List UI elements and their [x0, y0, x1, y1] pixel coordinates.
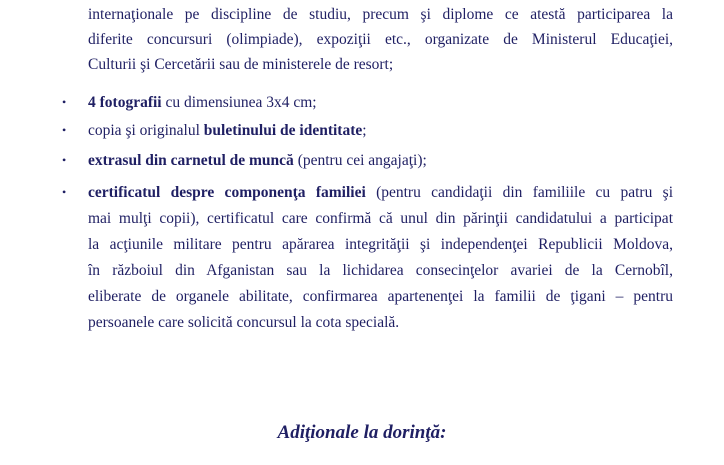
- bullet-icon: •: [62, 153, 67, 167]
- list-item-family-certificate: [88, 180, 673, 336]
- bold-text: certificatul despre componenţa familiei: [88, 184, 366, 201]
- intro-line-3: Culturii şi Cercetării sau de ministerele de resort;: [88, 56, 394, 73]
- plain-text: (pentru cei angajaţi);: [293, 152, 427, 169]
- bold-text: 4 fotografii: [88, 94, 162, 111]
- list-item-text: [88, 90, 673, 115]
- bold-text: extrasul din carnetul de muncă: [88, 152, 294, 169]
- plain-text: copia şi originalul: [88, 122, 204, 139]
- bold-text: buletinului de identitate: [203, 122, 363, 139]
- list-item-line-3: la acţiunile militare pentru apărarea integrităţii şi independenţei Republicii Moldova,: [88, 236, 673, 253]
- plain-text: cu dimensiunea 3x4 cm;: [161, 94, 317, 111]
- list-item-line-2: mai mulţi copii), certificatul care confirmă că unul din părinţii candidatului a participat: [88, 210, 673, 227]
- section-heading: Adiţionale la dorinţă:: [277, 422, 447, 443]
- plain-text: ;: [362, 122, 367, 139]
- list-item-line-4: în războiul din Afganistan sau la lichidarea consecinţelor avariei de la Cernobîl,: [88, 262, 673, 279]
- list-item-line-6: persoanele care solicită concursul la cota specială.: [88, 314, 400, 331]
- plain-text: (pentru candidaţii din familiile cu patru şi: [365, 184, 673, 201]
- list-item-line-5: eliberate de organele abilitate, confirmarea apartenenţei la familii de ţigani – pentru: [88, 288, 673, 305]
- intro-line-2: diferite concursuri (olimpiade), expoziţii etc., organizate de Ministerul Educaţiei,: [88, 31, 673, 48]
- list-item-line-1: [88, 180, 673, 206]
- list-item-photos: [88, 90, 673, 115]
- list-item-text: [88, 118, 673, 143]
- bullet-icon: •: [62, 185, 67, 199]
- list-item-id-card: [88, 118, 673, 143]
- bullet-icon: •: [62, 95, 67, 109]
- intro-paragraph: [88, 2, 673, 77]
- list-item-work-record: [88, 148, 673, 173]
- bullet-icon: •: [62, 123, 67, 137]
- list-item-text: [88, 148, 673, 173]
- intro-line-1: internaţionale pe discipline de studiu, precum şi diplome ce atestă participarea la: [88, 6, 673, 23]
